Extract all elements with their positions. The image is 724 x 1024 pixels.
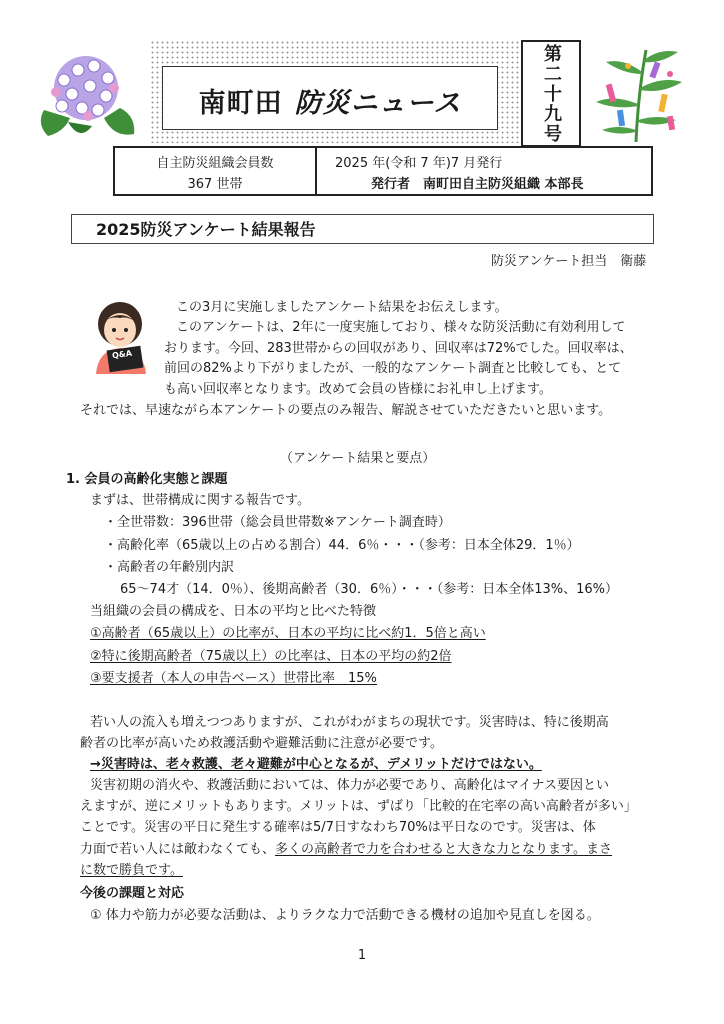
tanabata-illustration: [588, 44, 688, 144]
body2-line-2: 齢者の比率が高いため救護活動や避難活動に注意が必要です。: [80, 736, 443, 751]
body3-line-5: に数で勝負です。: [80, 863, 183, 878]
intro-line-3: おります。今回、283世帯からの回収があり、回収率は72%でした。回収率は、: [164, 341, 633, 356]
s1-line-5: 65～74才（14．0％）、後期高齢者（30．6％）・・・（参考：日本全体13%、16%）: [120, 582, 618, 597]
members-label: 自主防災組織会員数: [156, 156, 274, 171]
body3-line-4-text: 力面で若い人には敵わなくても、: [80, 842, 276, 857]
page-number: 1: [357, 948, 367, 963]
body3-line-2: えますが、逆にメリットもあります。メリットは、ずばり「比較的在宅率の高い高齢者が多い」: [80, 799, 637, 814]
issue-number: 第二十九号: [521, 40, 581, 147]
title-frame: [162, 66, 498, 130]
members-value: 367 世帯: [187, 177, 243, 192]
body3-line-3: ことです。災害の平日に発生する確率は5/7日すなわち70%は平日なのです。災害は、体: [80, 820, 596, 835]
publication-date: 2025 年(令和 7 年)7 月発行: [335, 156, 503, 171]
article-title: 2025防災アンケート結果報告: [71, 214, 654, 244]
body3-line-1: 災害初期の消火や、救護活動においては、体力が必要であり、高齢化はマイナス要因とい: [90, 778, 609, 793]
s1-feature-1: ①高齢者（65歳以上）の比率が、日本の平均に比べ約1．5倍と高い: [90, 626, 486, 641]
s1-line-1: まずは、世帯構成に関する報告です。: [90, 493, 310, 508]
intro-line-4: 前回の82%より下がりましたが、一般的なアンケート調査と比較しても、とて: [164, 361, 622, 376]
member-count-box: [113, 146, 317, 196]
qa-badge: Q&A: [111, 348, 133, 361]
intro-line-6: それでは、早速ながら本アンケートの要点のみ報告、解説させていただきたいと思います。: [80, 403, 612, 418]
news-name: 防災ニュース: [294, 88, 462, 119]
town-name: 南町田: [198, 88, 283, 119]
newsletter-title: [163, 81, 497, 120]
s1-feature-2: ②特に後期高齢者（75歳以上）の比率は、日本の平均の約2倍: [90, 649, 452, 664]
intro-line-1: この3月に実施しましたアンケート結果をお伝えします。: [176, 300, 508, 315]
body3-emphasis: 多くの高齢者で力を合わせると大きな力となります。まさ: [275, 842, 612, 857]
task-1: ① 体力や筋力が必要な活動は、よりラクな力で活動できる機材の追加や見直しを図る。: [90, 908, 600, 923]
body2-line-1: 若い人の流入も増えつつありますが、これがわがまちの現状です。災害時は、特に後期高: [90, 715, 609, 730]
results-heading: （アンケート結果と要点）: [280, 451, 436, 466]
title-banner: [150, 40, 520, 143]
publication-box: [313, 146, 653, 196]
qa-character-illustration: [88, 300, 154, 374]
publisher: 発行者 南町田自主防災組織 本部長: [371, 177, 584, 192]
intro-line-2: このアンケートは、2年に一度実施しており、様々な防災活動に有効利用して: [176, 320, 626, 335]
arrow-line: →災害時は、老々救護、老々避難が中心となるが、デメリットだけではない。: [90, 757, 542, 772]
author: 防災アンケート担当 衛藤: [491, 254, 647, 269]
s1-line-3: ・高齢化率（65歳以上の占める割合）44．6％・・・（参考：日本全体29．1％）: [104, 538, 580, 553]
intro-line-5: も高い回収率となります。改めて会員の皆様にお礼申し上げます。: [164, 382, 552, 397]
hydrangea-illustration: [34, 52, 140, 142]
section1-title: 1. 会員の高齢化実態と課題: [66, 472, 228, 487]
s1-line-4: ・高齢者の年齢別内訳: [104, 560, 235, 575]
s1-feature-3: ③要支援者（本人の申告ベース）世帯比率 15%: [90, 671, 377, 686]
s1-line-2: ・全世帯数：396世帯（総会員世帯数※アンケート調査時）: [104, 515, 451, 530]
body3-line-4: [80, 840, 612, 860]
tasks-title: 今後の課題と対応: [80, 886, 185, 901]
s1-line-6: 当組織の会員の構成を、日本の平均と比べた特徴: [90, 604, 377, 619]
